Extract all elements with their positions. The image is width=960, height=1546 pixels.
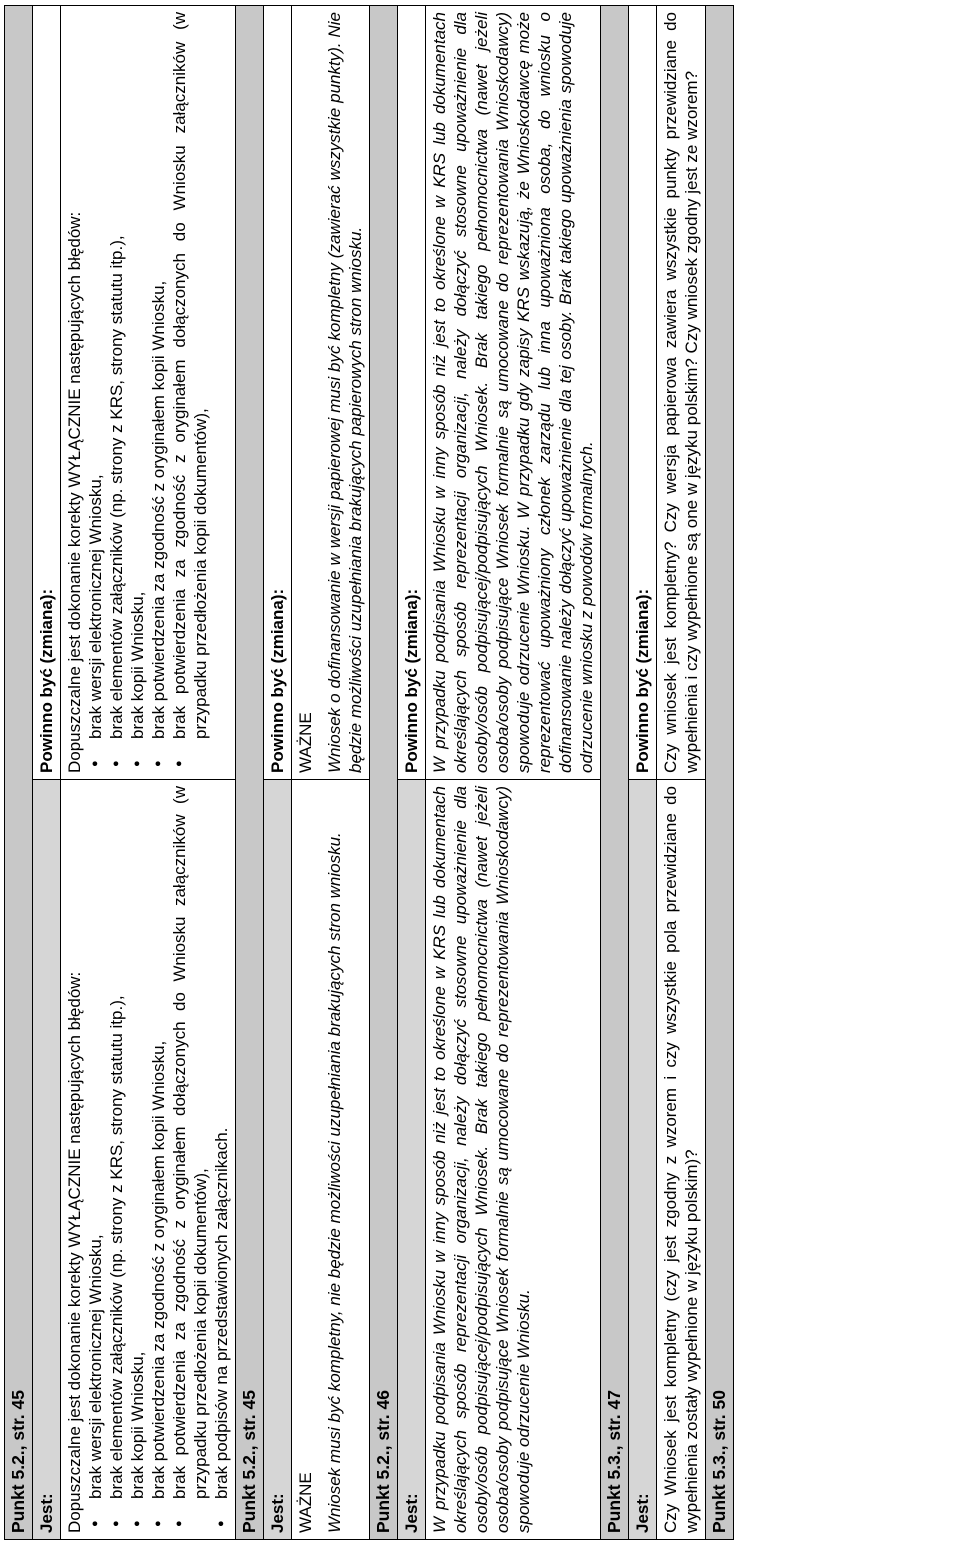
content-row: [657, 5, 706, 1539]
section-heading: Punkt 5.2., str. 45: [5, 5, 33, 1539]
jest-heading: Jest:: [398, 780, 426, 1540]
jest-content: Czy Wniosek jest kompletny (czy jest zgodny z wzorem i czy wszystkie pola przewidziane do wypełnienia zostały wypełnione w języku polskim)?: [657, 780, 706, 1540]
powinno-heading: Powinno być (zmiana):: [398, 5, 426, 779]
powinno-heading: Powinno być (zmiana):: [33, 5, 61, 779]
bullet-item: ● brak wersji elektronicznej Wniosku,: [85, 786, 106, 1499]
bullet-list: [85, 786, 232, 1533]
column-heading-row: [264, 5, 292, 1539]
section-heading-row: [5, 5, 33, 1539]
intro-text: Dopuszczalne jest dokonanie korekty WYŁĄCZNIE następujących błędów:: [65, 211, 84, 773]
column-heading-row: [33, 5, 61, 1539]
section-heading-row: [370, 5, 398, 1539]
important-title: WAŻNE: [296, 1472, 315, 1533]
powinno-content: Czy wniosek jest kompletny? Czy wersja papierowa zawiera wszystkie punkty przewidziane do wypełnienia i czy wypełnione są one w języku polskim? Czy wniosek zgodny jest ze wzorem?: [657, 5, 706, 779]
bullet-item: ● brak potwierdzenia za zgodność z oryginałem kopii Wniosku,: [148, 12, 169, 739]
bullet-item: ● brak kopii Wniosku,: [127, 786, 148, 1499]
powinno-heading: Powinno być (zmiana):: [629, 5, 657, 779]
bullet-item: ● brak kopii Wniosku,: [127, 12, 148, 739]
corrections-table: [4, 5, 734, 1540]
bullet-item: ● brak potwierdzenia za zgodność z oryginałem kopii Wniosku,: [148, 786, 169, 1499]
powinno-content: W przypadku podpisania Wniosku w inny sposób niż jest to określone w KRS lub dokumentach określających sposób reprezentacji organizacji, należy dołączyć stosowne upoważnienie dla osoby/osób podpisującej/podpisujących Wniosek. Brak takiego pełnomocnictwa (nawet jeżeli osoba/osoby podpisujące Wniosek formalnie są umocowane do reprezentowania Wnioskodawcy) spowoduje odrzucenie Wniosku. W przypadku gdy zapisy KRS wskazują, że Wnioskodawcę może reprezentować upoważniony członek zarządu lub inna upoważniona osoba, do wniosku o dofinansowanie należy dołączyć upoważnienie dla tej osoby. Brak takiego upoważnienia spowoduje odrzucenie wniosku z powodów formalnych.: [426, 5, 601, 779]
powinno-content: [292, 5, 370, 779]
important-text: Wniosek o dofinansowanie w wersji papierowej musi być kompletny (zawierać wszystkie punkty). Nie będzie możliwości uzupełniania brakujących papierowych stron wniosku.: [325, 11, 365, 773]
bullet-item: ● brak elementów załączników (np. strony z KRS, strony statutu itp.),: [106, 12, 127, 739]
content-row: [426, 5, 601, 1539]
section-heading: Punkt 5.2., str. 45: [236, 5, 264, 1539]
section-heading: Punkt 5.3., str. 50: [706, 5, 734, 1539]
bullet-item: ● brak potwierdzenia za zgodność z oryginałem dołączonych do Wniosku załączników (w przypadku przedłożenia kopii dokumentów),: [169, 12, 211, 739]
column-heading-row: [629, 5, 657, 1539]
content-row: [292, 5, 370, 1539]
jest-heading: Jest:: [629, 780, 657, 1540]
powinno-heading: Powinno być (zmiana):: [264, 5, 292, 779]
bullet-list: [85, 12, 211, 773]
section-heading: Punkt 5.2., str. 46: [370, 5, 398, 1539]
section-heading-row: [706, 5, 734, 1539]
bullet-item: ● brak podpisów na przedstawionych załącznikach.: [211, 786, 232, 1499]
important-text: Wniosek musi być kompletny, nie będzie możliwości uzupełniania brakujących stron wniosku.: [325, 832, 344, 1533]
jest-heading: Jest:: [264, 780, 292, 1540]
jest-content: [292, 780, 370, 1540]
important-title: WAŻNE: [296, 712, 315, 773]
section-heading: Punkt 5.3., str. 47: [601, 5, 629, 1539]
bullet-item: ● brak elementów załączników (np. strony z KRS, strony statutu itp.),: [106, 786, 127, 1499]
jest-heading: Jest:: [33, 780, 61, 1540]
jest-content: [61, 780, 236, 1540]
intro-text: Dopuszczalne jest dokonanie korekty WYŁĄCZNIE następujących błędów:: [65, 971, 84, 1533]
section-heading-row: [236, 5, 264, 1539]
bullet-item: ● brak potwierdzenia za zgodność z oryginałem dołączonych do Wniosku załączników (w przypadku przedłożenia kopii dokumentów),: [169, 786, 211, 1499]
content-row: [61, 5, 236, 1539]
powinno-content: [61, 5, 236, 779]
bullet-item: ● brak wersji elektronicznej Wniosku,: [85, 12, 106, 739]
section-heading-row: [601, 5, 629, 1539]
jest-content: W przypadku podpisania Wniosku w inny sposób niż jest to określone w KRS lub dokumentach określających sposób reprezentacji organizacji, należy dołączyć stosowne upoważnienie dla osoby/osób podpisującej/podpisujących Wniosek. Brak takiego pełnomocnictwa (nawet jeżeli osoba/osoby podpisujące Wniosek formalnie są umocowane do reprezentowania Wnioskodawcy) spowoduje odrzucenie Wniosku.: [426, 780, 601, 1540]
column-heading-row: [398, 5, 426, 1539]
